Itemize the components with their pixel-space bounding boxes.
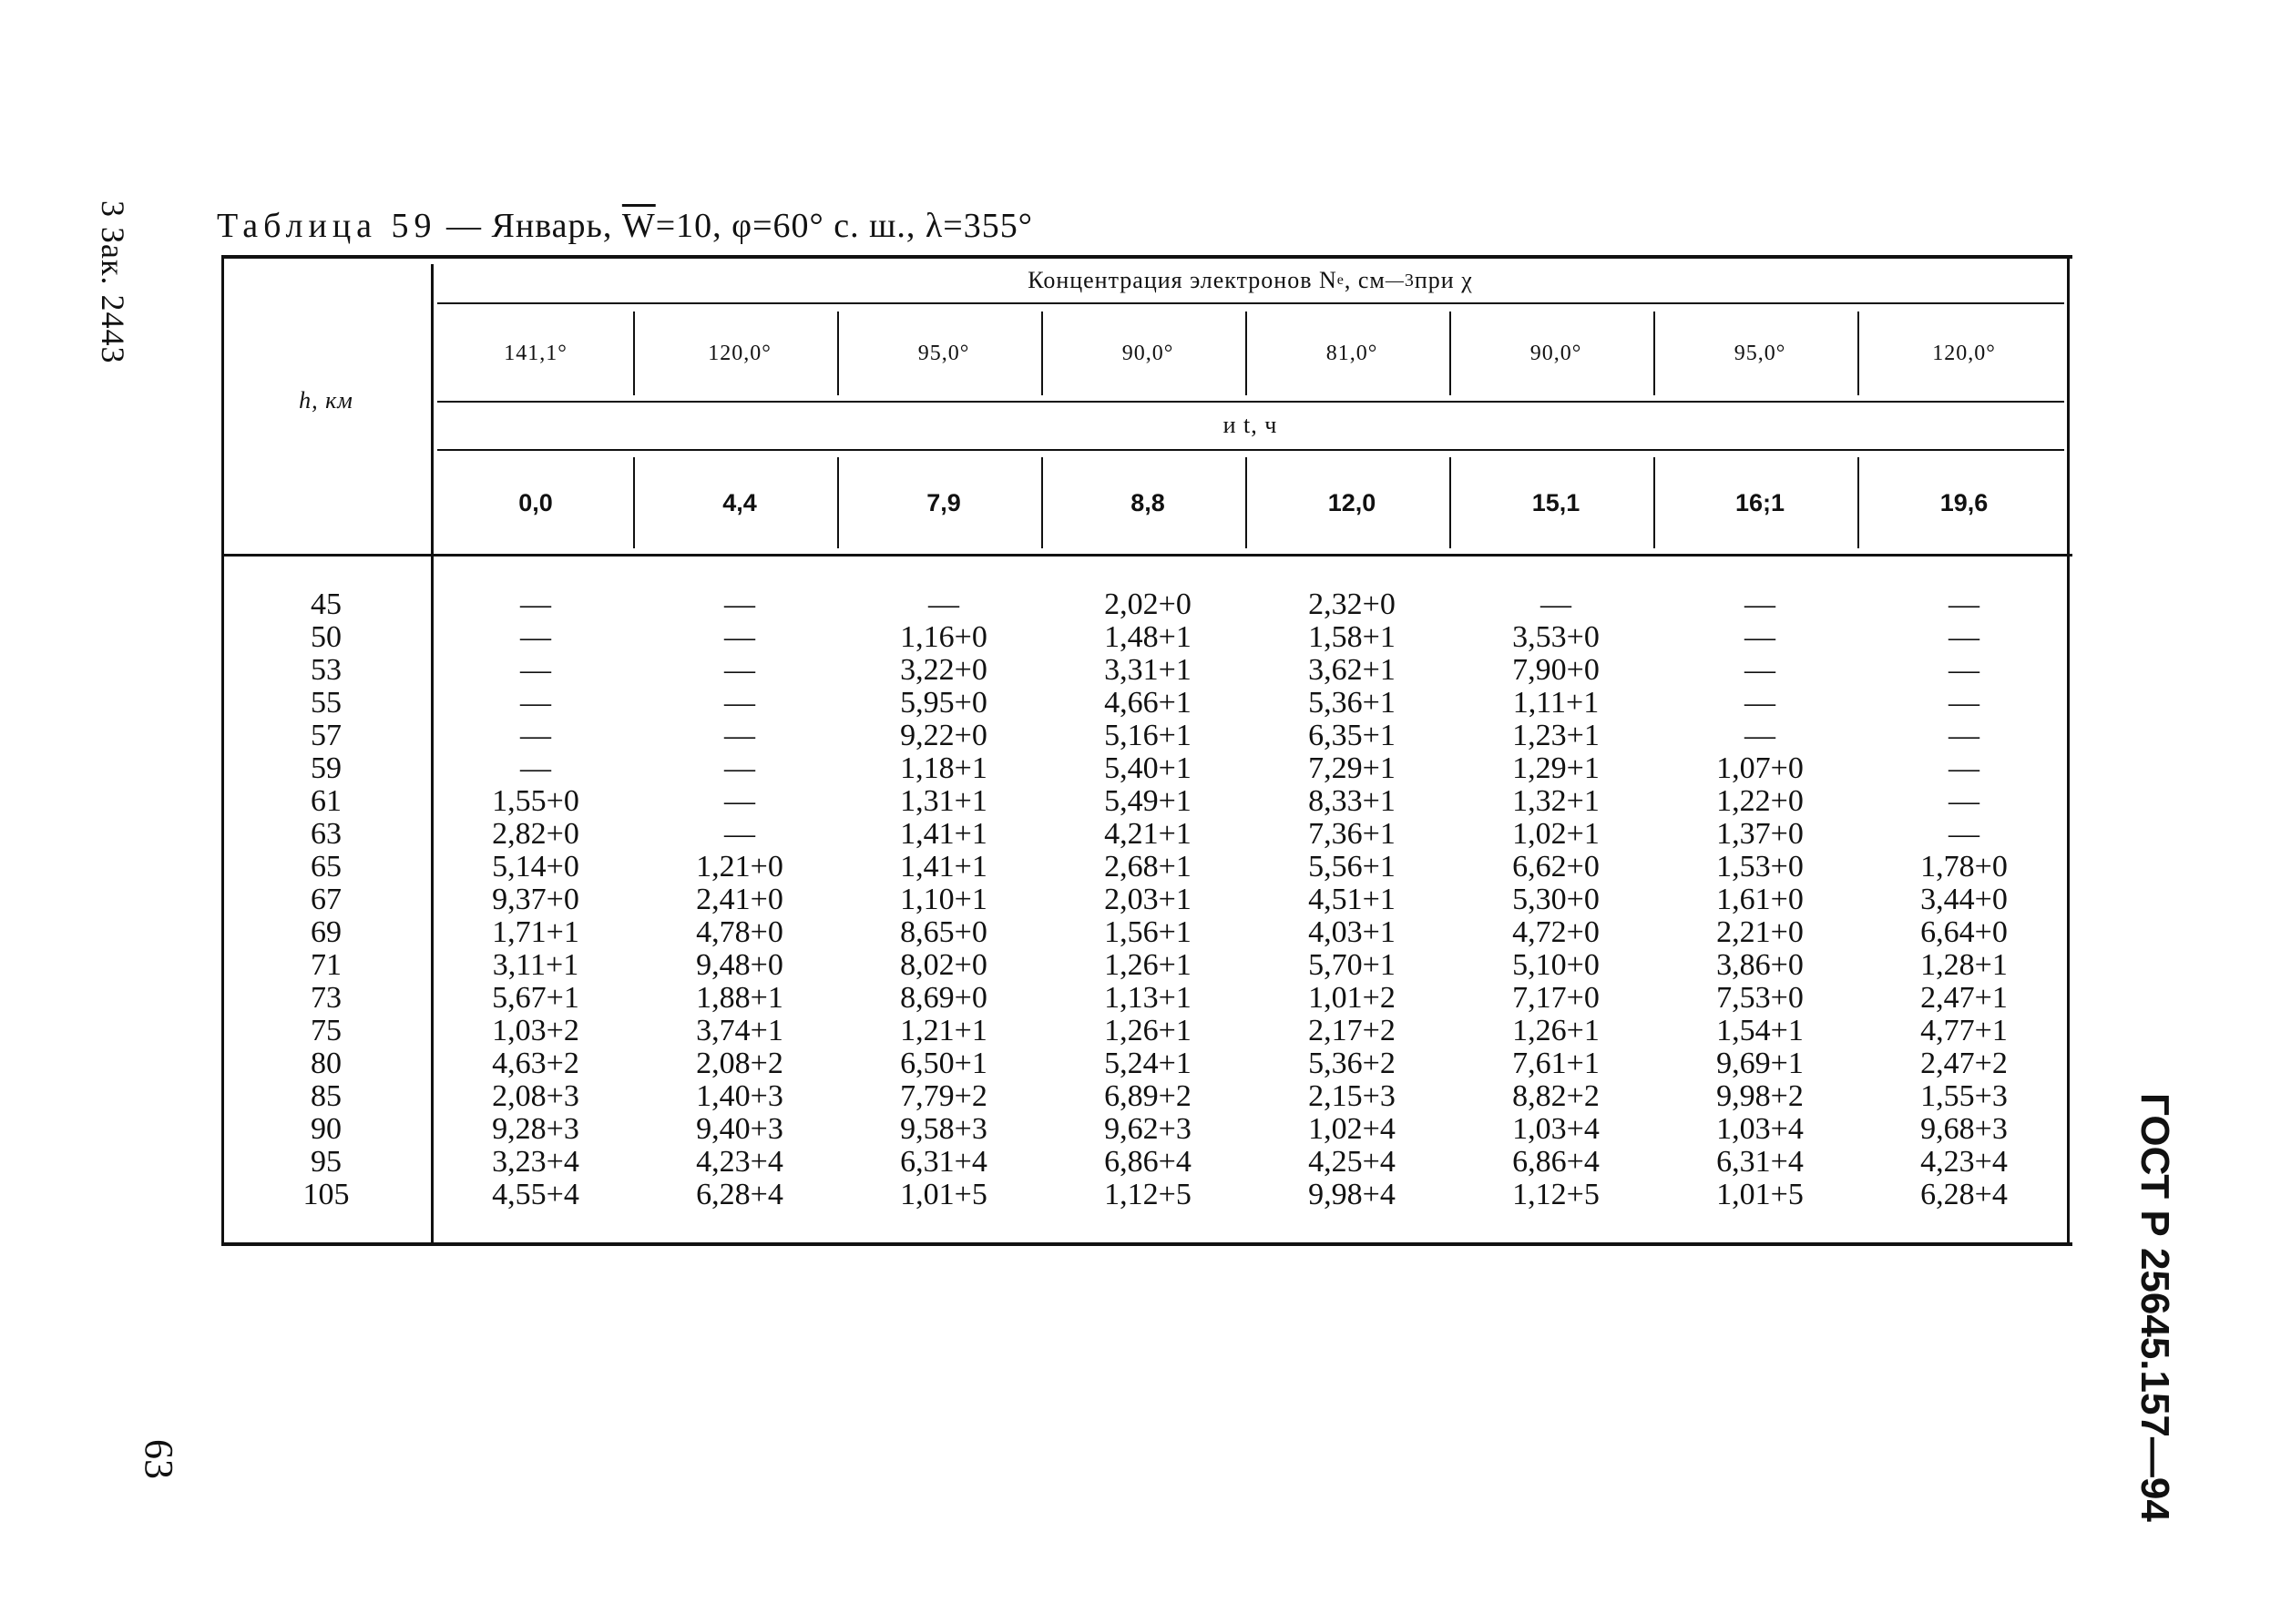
value-cell: 1,56+1 [1104,915,1192,949]
value-cell: 4,66+1 [1104,686,1192,720]
value-cell: 1,29+1 [1512,751,1600,785]
time-header-cell: 7,9 [926,488,961,516]
value-cell: — [1949,653,1979,687]
value-cell: — [520,620,551,654]
value-cell: 7,29+1 [1308,751,1396,785]
value-cell: 5,30+0 [1512,883,1600,916]
value-cell: — [1744,653,1775,687]
value-cell: 8,65+0 [900,915,987,949]
value-cell: 6,86+4 [1104,1145,1192,1179]
value-cell: 1,71+1 [492,915,579,949]
value-cell: 2,47+2 [1920,1047,2008,1080]
value-cell: — [1949,686,1979,720]
value-cell: 4,51+1 [1308,883,1396,916]
h-value: 59 [311,751,342,785]
h-values-column [221,588,431,1211]
value-cell: 1,48+1 [1104,620,1192,654]
value-cell: 6,31+4 [1716,1145,1804,1179]
value-cell: 7,17+0 [1512,981,1600,1015]
value-cell: 7,90+0 [1512,653,1600,687]
value-column [434,588,638,1211]
value-cell: 2,08+3 [492,1079,579,1113]
value-cell: 3,86+0 [1716,948,1804,982]
value-cell: 1,03+4 [1512,1112,1600,1146]
h-value: 71 [311,948,342,982]
chi-header-cell: 95,0° [1734,341,1786,365]
value-cell: — [724,751,755,785]
value-cell: 1,01+2 [1308,981,1396,1015]
value-cell: 2,03+1 [1104,883,1192,916]
chi-header-cell: 120,0° [1932,341,1996,365]
h-value: 45 [311,587,342,621]
value-cell: — [520,686,551,720]
value-cell: — [724,653,755,687]
h-value: 69 [311,915,342,949]
value-cell: — [724,719,755,752]
value-cell: 1,07+0 [1716,751,1804,785]
value-cell: 6,35+1 [1308,719,1396,752]
value-cell: — [1744,719,1775,752]
table-title-prefix: Таблица 59 [217,207,437,245]
concentration-tail: при χ [1414,267,1473,293]
header-rule-1 [437,302,2064,304]
value-cell: 9,40+3 [696,1112,783,1146]
value-cell: 1,53+0 [1716,850,1804,883]
value-cell: — [520,719,551,752]
value-cell: — [1540,587,1571,621]
value-cell: 1,54+1 [1716,1014,1804,1047]
value-cell: 6,50+1 [900,1047,987,1080]
value-cell: 1,02+4 [1308,1112,1396,1146]
value-cell: 9,22+0 [900,719,987,752]
value-cell: 4,03+1 [1308,915,1396,949]
concentration-exp: —3 [1385,270,1415,291]
value-cell: — [520,587,551,621]
value-cell: 1,55+0 [492,784,579,818]
time-header-cell: 19,6 [1939,488,1989,516]
chi-header-cell: 90,0° [1121,341,1174,365]
table-title-params: =10, φ=60° с. ш., λ=355° [655,207,1033,245]
value-cell: 1,18+1 [900,751,987,785]
value-cell: 1,26+1 [1104,1014,1192,1047]
value-cell: 6,64+0 [1920,915,2008,949]
value-cell: 4,55+4 [492,1178,579,1211]
value-cell: 1,26+1 [1104,948,1192,982]
value-cell: 5,14+0 [492,850,579,883]
time-header-cell: 4,4 [722,488,757,516]
value-cell: 1,02+1 [1512,817,1600,851]
value-cell: 7,79+2 [900,1079,987,1113]
value-cell: 9,48+0 [696,948,783,982]
h-value: 95 [311,1145,342,1179]
concentration-sub: e [1336,272,1345,288]
h-value: 67 [311,883,342,916]
value-cell: 5,10+0 [1512,948,1600,982]
value-cell: — [1744,587,1775,621]
value-cell: 3,44+0 [1920,883,2008,916]
value-cell: 4,72+0 [1512,915,1600,949]
value-cell: — [1949,784,1979,818]
value-cell: 8,02+0 [900,948,987,982]
value-cell: — [1949,719,1979,752]
value-cell: 5,40+1 [1104,751,1192,785]
h-value: 85 [311,1079,342,1113]
h-value: 105 [302,1178,350,1211]
h-value: 63 [311,817,342,851]
value-cell: 3,53+0 [1512,620,1600,654]
time-header-cell: 12,0 [1327,488,1376,516]
value-cell: 5,70+1 [1308,948,1396,982]
value-cell: 7,53+0 [1716,981,1804,1015]
value-cell: 1,37+0 [1716,817,1804,851]
value-cell: 6,28+4 [1920,1178,2008,1211]
value-cell: 7,36+1 [1308,817,1396,851]
table-title [217,206,1033,246]
value-cell: 2,68+1 [1104,850,1192,883]
time-header-cell: 16;1 [1734,488,1785,516]
value-cell: 4,63+2 [492,1047,579,1080]
chi-header-cell: 95,0° [917,341,970,365]
value-cell: 1,61+0 [1716,883,1804,916]
value-cell: 3,11+1 [492,948,579,982]
value-cell: 1,23+1 [1512,719,1600,752]
value-cell: 5,56+1 [1308,850,1396,883]
value-cell: — [1744,620,1775,654]
value-cell: — [1744,686,1775,720]
value-cell: 6,86+4 [1512,1145,1600,1179]
table-bottom-rule [221,1242,2072,1246]
value-cell: 3,31+1 [1104,653,1192,687]
value-cell: 2,15+3 [1308,1079,1396,1113]
value-cell: 2,32+0 [1308,587,1396,621]
value-cell: 2,08+2 [696,1047,783,1080]
data-table [221,255,2072,1246]
value-cell: 3,22+0 [900,653,987,687]
value-cell: 5,24+1 [1104,1047,1192,1080]
h-value: 90 [311,1112,342,1146]
concentration-unit: , см [1344,267,1386,293]
value-cell: 3,74+1 [696,1014,783,1047]
value-cell: 9,69+1 [1716,1047,1804,1080]
value-column [1658,588,1862,1211]
value-cell: — [1949,587,1979,621]
table-title-w: $\overline{W}$ [621,207,656,245]
header-rule-3 [437,449,2064,451]
chi-header-cell: 90,0° [1529,341,1582,365]
value-cell: — [724,686,755,720]
value-cell: 1,32+1 [1512,784,1600,818]
chi-header-cell: 81,0° [1325,341,1378,365]
value-cell: — [724,817,755,851]
value-cell: 8,69+0 [900,981,987,1015]
concentration-header [434,260,2067,301]
h-value: 65 [311,850,342,883]
h-value: 75 [311,1014,342,1047]
value-cell: 9,28+3 [492,1112,579,1146]
value-cell: 9,98+2 [1716,1079,1804,1113]
value-cell: 9,37+0 [492,883,579,916]
h-value: 80 [311,1047,342,1080]
value-cell: 1,78+0 [1920,850,2008,883]
time-header-cell: 0,0 [518,488,553,516]
value-column [1862,588,2066,1211]
value-cell: 1,01+5 [1716,1178,1804,1211]
value-cell: 8,82+2 [1512,1079,1600,1113]
value-cell: — [520,751,551,785]
value-cell: 2,47+1 [1920,981,2008,1015]
value-cell: 5,67+1 [492,981,579,1015]
value-cell: 9,98+4 [1308,1178,1396,1211]
value-cell: 2,02+0 [1104,587,1192,621]
value-cell: 1,21+1 [900,1014,987,1047]
value-cell: — [1949,817,1979,851]
value-cell: 4,25+4 [1308,1145,1396,1179]
value-cell: 6,62+0 [1512,850,1600,883]
value-cell: — [724,784,755,818]
value-cell: 9,58+3 [900,1112,987,1146]
value-cell: — [1949,751,1979,785]
value-cell: 1,41+1 [900,850,987,883]
value-cell: 1,58+1 [1308,620,1396,654]
value-column [1454,588,1658,1211]
value-cell: 3,62+1 [1308,653,1396,687]
time-header: и t, ч [1222,412,1278,438]
value-cell: 1,21+0 [696,850,783,883]
header-rule-2 [437,401,2064,403]
value-cell: 6,89+2 [1104,1079,1192,1113]
value-cell: 9,62+3 [1104,1112,1192,1146]
value-column [842,588,1046,1211]
h-column-header: h, км [299,387,353,414]
value-cell: 1,22+0 [1716,784,1804,818]
value-cell: 2,17+2 [1308,1014,1396,1047]
value-cell: 4,78+0 [696,915,783,949]
h-value: 53 [311,653,342,687]
value-cell: 1,12+5 [1512,1178,1600,1211]
time-header-cell: 8,8 [1130,488,1165,516]
value-column [1250,588,1454,1211]
value-cell: 2,41+0 [696,883,783,916]
value-cell: 1,88+1 [696,981,783,1015]
value-cell: 5,16+1 [1104,719,1192,752]
value-cell: 4,21+1 [1104,817,1192,851]
chi-header-cell: 120,0° [708,341,772,365]
value-cell: 1,10+1 [900,883,987,916]
concentration-label: Концентрация электронов N [1028,267,1337,293]
value-cell: 4,23+4 [1920,1145,2008,1179]
value-cell: 2,21+0 [1716,915,1804,949]
value-cell: 6,28+4 [696,1178,783,1211]
table-title-month: — Январь, [436,207,622,245]
value-cell: 6,31+4 [900,1145,987,1179]
value-column [1046,588,1250,1211]
h-value: 61 [311,784,342,818]
chi-header-cell: 141,1° [504,341,568,365]
value-cell: 1,40+3 [696,1079,783,1113]
value-cell: 7,61+1 [1512,1047,1600,1080]
table-top-rule [221,255,2072,259]
value-cell: 1,11+1 [1512,686,1600,720]
value-cell: — [724,620,755,654]
value-cell: 5,49+1 [1104,784,1192,818]
value-cell: 1,16+0 [900,620,987,654]
order-number: 3 Зак. 2443 [95,200,131,364]
value-cell: 4,77+1 [1920,1014,2008,1047]
value-cell: — [724,587,755,621]
page-number: 63 [137,1439,181,1479]
value-cell: 9,68+3 [1920,1112,2008,1146]
standard-code: ГОСТ Р 25645.157—94 [2133,1093,2177,1522]
value-cell: 5,95+0 [900,686,987,720]
value-cell: 1,12+5 [1104,1178,1192,1211]
header-bottom-rule [221,554,2072,557]
value-cell: 5,36+1 [1308,686,1396,720]
value-cell: 1,26+1 [1512,1014,1600,1047]
value-cell: 2,82+0 [492,817,579,851]
value-cell: 1,28+1 [1920,948,2008,982]
value-cell: 8,33+1 [1308,784,1396,818]
time-header-cell: 15,1 [1531,488,1580,516]
value-cell: 5,36+2 [1308,1047,1396,1080]
value-cell: 1,55+3 [1920,1079,2008,1113]
value-cell: 1,03+4 [1716,1112,1804,1146]
value-column [638,588,842,1211]
value-cell: 1,01+5 [900,1178,987,1211]
value-cell: 1,03+2 [492,1014,579,1047]
value-cell: 1,41+1 [900,817,987,851]
value-cell: 1,13+1 [1104,981,1192,1015]
value-cell: — [928,587,959,621]
value-cell: 1,31+1 [900,784,987,818]
h-value: 73 [311,981,342,1015]
table-right-rule [2067,255,2070,1246]
value-cell: — [1949,620,1979,654]
value-cell: — [520,653,551,687]
value-cell: 4,23+4 [696,1145,783,1179]
h-value: 50 [311,620,342,654]
value-cell: 3,23+4 [492,1145,579,1179]
h-value: 57 [311,719,342,752]
h-value: 55 [311,686,342,720]
